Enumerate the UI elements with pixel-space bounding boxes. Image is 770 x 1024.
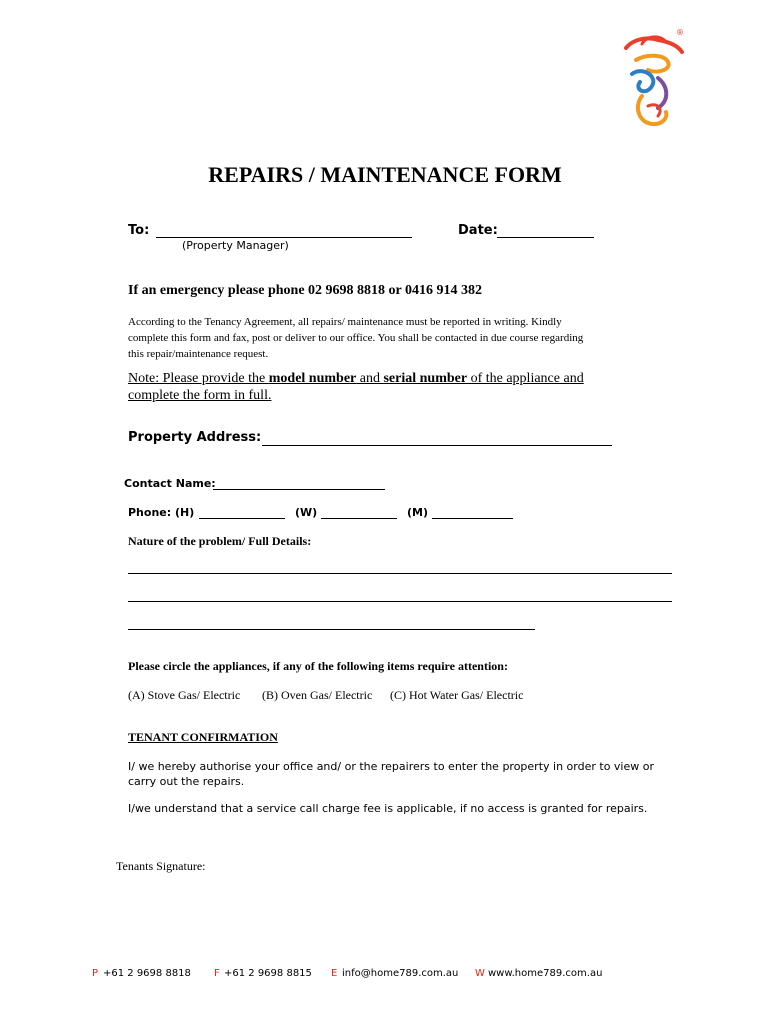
date-field-line[interactable] — [497, 237, 594, 238]
to-field-line[interactable] — [156, 237, 412, 238]
phone-work-label: (W) — [295, 506, 318, 519]
contact-name-label: Contact Name: — [124, 477, 216, 490]
phone-work-line[interactable] — [321, 518, 397, 519]
problem-line-3[interactable] — [128, 629, 535, 630]
problem-line-1[interactable] — [128, 573, 672, 574]
property-manager-hint: (Property Manager) — [182, 239, 289, 252]
phone-home-label: (H) — [175, 506, 195, 519]
company-logo — [612, 30, 692, 130]
property-address-label: Property Address: — [128, 430, 262, 445]
tenant-para1-line1: I/ we hereby authorise your office and/ or the repairers to enter the property in order to view or — [128, 760, 654, 773]
footer-phone-letter: P — [92, 968, 99, 979]
appliance-option-b[interactable]: (B) Oven Gas/ Electric — [262, 688, 373, 702]
tenant-para1-line2: carry out the repairs. — [128, 775, 245, 788]
intro-paragraph — [128, 314, 583, 362]
date-label: Date: — [458, 223, 498, 238]
serial-number-emphasis: serial number — [383, 371, 468, 386]
appliance-option-a[interactable]: (A) Stove Gas/ Electric — [128, 688, 241, 702]
tenant-service-fee-text: I/we understand that a service call charge fee is applicable, if no access is granted for repairs. — [128, 802, 648, 815]
footer-web-letter: W — [475, 968, 485, 979]
appliances-label: Please circle the appliances, if any of the following items require attention: — [128, 659, 508, 673]
intro-line-1: According to the Tenancy Agreement, all repairs/ maintenance must be reported in writing. Kindly — [128, 316, 562, 328]
footer-phone: +61 2 9698 8818 — [103, 968, 191, 979]
phone-mobile-line[interactable] — [432, 518, 513, 519]
intro-line-2: complete this form and fax, post or deliver to our office. You shall be contacted in due course regarding — [128, 332, 584, 344]
tenant-signature-label: Tenants Signature: — [116, 859, 206, 873]
problem-line-2[interactable] — [128, 601, 672, 602]
form-title: REPAIRS / MAINTENANCE FORM — [208, 162, 562, 187]
tenant-confirmation-heading: TENANT CONFIRMATION — [128, 730, 278, 744]
model-number-emphasis: model number — [268, 371, 357, 386]
registered-mark: ® — [676, 28, 684, 37]
footer-email[interactable]: info@home789.com.au — [342, 968, 459, 979]
note-line-1: Note: Please provide the model number and serial number of the appliance and — [128, 371, 584, 386]
note-paragraph — [128, 370, 584, 404]
phone-home-line[interactable] — [199, 518, 285, 519]
to-label: To: — [128, 223, 150, 238]
tenant-authorisation-text — [128, 759, 654, 789]
intro-line-3: this repair/maintenance request. — [128, 348, 269, 360]
footer-fax-letter: F — [214, 968, 220, 979]
problem-label: Nature of the problem/ Full Details: — [128, 534, 312, 548]
appliance-option-c[interactable]: (C) Hot Water Gas/ Electric — [390, 688, 524, 702]
phone-mobile-label: (M) — [407, 506, 429, 519]
property-address-line[interactable] — [262, 445, 612, 446]
phone-label: Phone: — [128, 506, 172, 519]
footer-website[interactable]: www.home789.com.au — [488, 968, 603, 979]
contact-name-line[interactable] — [213, 489, 385, 490]
footer-email-letter: E — [331, 968, 338, 979]
emergency-notice: If an emergency please phone 02 9698 8818 or 0416 914 382 — [128, 283, 482, 298]
note-line-2: complete the form in full. — [128, 388, 272, 403]
footer-fax: +61 2 9698 8815 — [224, 968, 312, 979]
